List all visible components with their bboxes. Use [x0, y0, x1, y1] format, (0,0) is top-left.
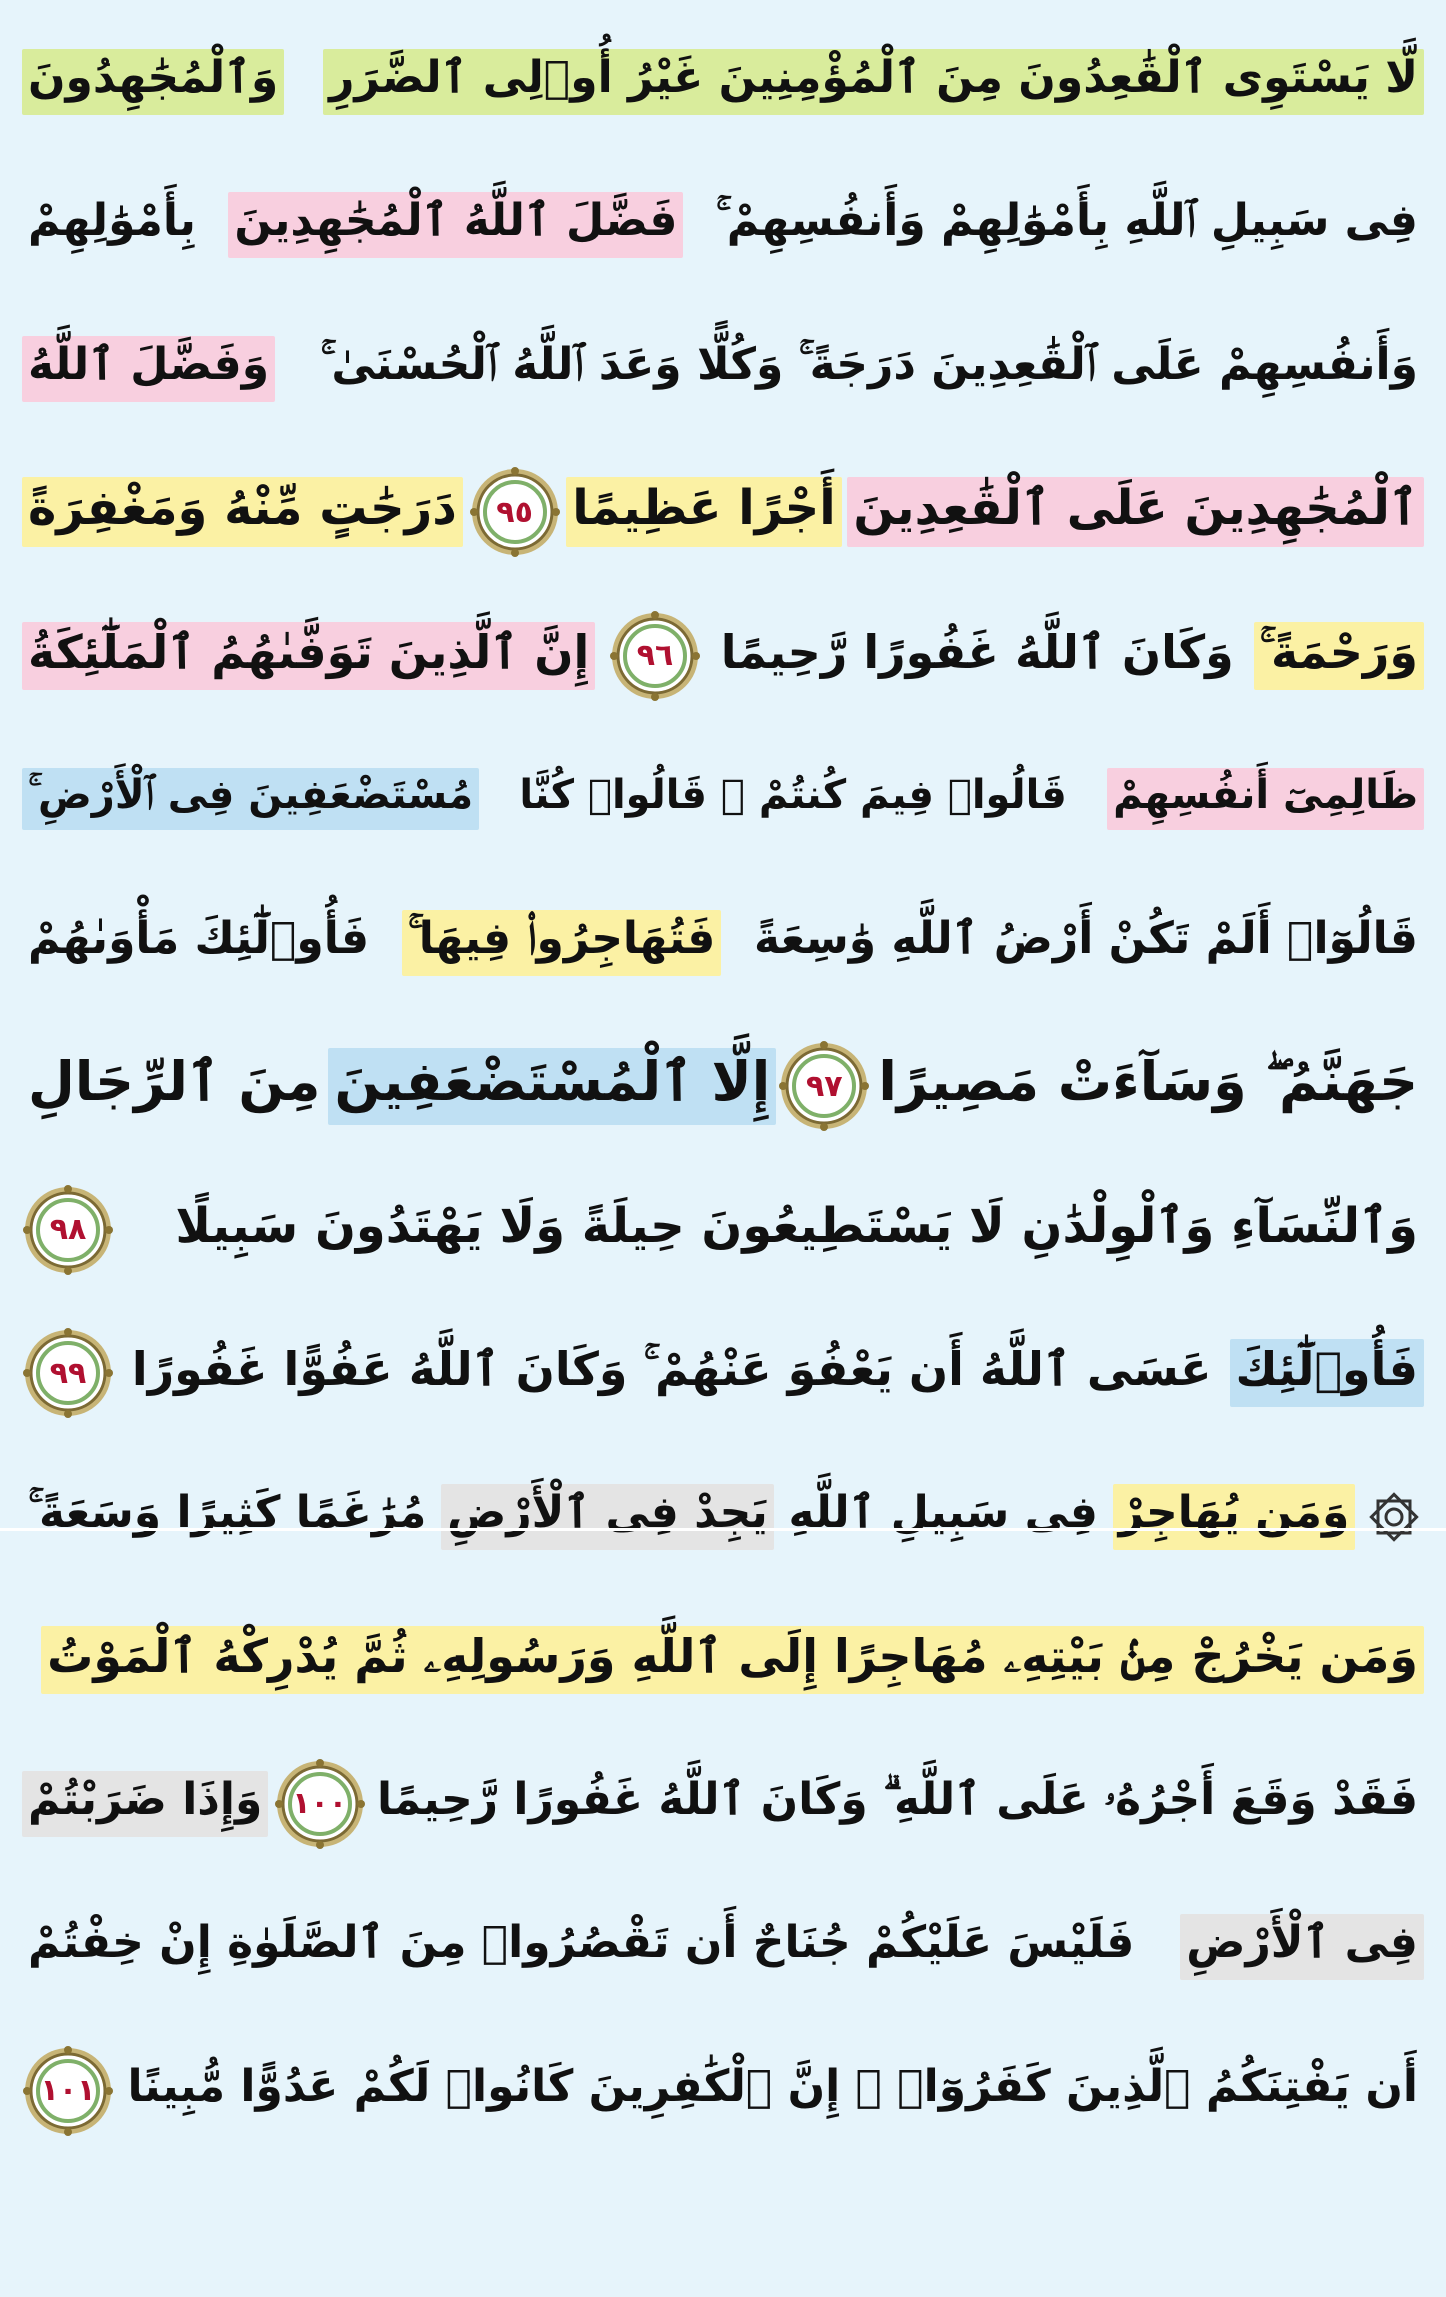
verse-line: [22, 584, 1424, 728]
ayah-number: ٩٨: [49, 1212, 87, 1248]
verse-line: [22, 1732, 1424, 1876]
highlighted-phrase: وَمَن يَخْرُجْ مِنۢ بَيْتِهِۦ مُهَاجِرًا إِلَى ٱللَّهِ وَرَسُولِهِۦ ثُمَّ يُدْرِكْهُ ٱلْمَوْتُ: [41, 1626, 1424, 1694]
ayah-end-marker-icon: [22, 1184, 114, 1276]
verse-text: وَٱلنِّسَآءِ وَٱلْوِلْدَٰنِ لَا يَسْتَطِيعُونَ حِيلَةً وَلَا يَهْتَدُونَ سَبِيلًا: [175, 1197, 1418, 1254]
rub-el-hizb-icon: [1364, 1487, 1424, 1547]
verse-line: [22, 1589, 1424, 1733]
highlighted-phrase: إِلَّا ٱلْمُسْتَضْعَفِينَ: [328, 1048, 776, 1125]
verse-text: أَن يَفْتِنَكُمُ ٱلَّذِينَ كَفَرُوٓا۟ ۚ إِنَّ ٱلْكَٰفِرِينَ كَانُوا۟ لَكُمْ عَدُوًّا مُّبِينًا: [127, 2060, 1418, 2112]
highlighted-phrase: فَتُهَاجِرُوا۟ فِيهَا ۚ: [402, 910, 722, 976]
verse-text: فِى سَبِيلِ ٱللَّهِ: [788, 1486, 1098, 1538]
verse-line: [22, 297, 1424, 441]
highlighted-phrase: لَّا يَسْتَوِى ٱلْقَٰعِدُونَ مِنَ ٱلْمُؤْمِنِينَ غَيْرُ أُو۟لِى ٱلضَّرَرِ: [323, 49, 1424, 115]
section-divider: [0, 1528, 1446, 1531]
ayah-end-marker-icon: [609, 610, 701, 702]
highlighted-phrase: ٱلْمُجَٰهِدِينَ عَلَى ٱلْقَٰعِدِينَ: [847, 477, 1424, 547]
highlighted-phrase: أَجْرًا عَظِيمًا: [566, 477, 841, 547]
verse-line: [22, 1445, 1424, 1589]
highlighted-phrase: وَرَحْمَةً ۚ: [1254, 622, 1424, 690]
verse-text: عَسَى ٱللَّهُ أَن يَعْفُوَ عَنْهُمْ ۚ وَكَانَ ٱللَّهُ عَفُوًّا غَفُورًا: [131, 1342, 1212, 1397]
highlighted-phrase: يَجِدْ فِى ٱلْأَرْضِ: [441, 1484, 774, 1550]
verse-line: [22, 10, 1424, 154]
verse-line: [22, 1158, 1424, 1302]
ayah-number: ٩٦: [636, 638, 674, 674]
ayah-end-marker-icon: [22, 2045, 114, 2137]
highlighted-phrase: مُسْتَضْعَفِينَ فِى ٱلْأَرْضِ ۚ: [22, 768, 479, 830]
verse-line: [22, 728, 1424, 872]
ayah-end-marker-icon: [469, 466, 561, 558]
verse-text: وَأَنفُسِهِمْ عَلَى ٱلْقَٰعِدِينَ دَرَجَةً ۚ وَكُلًّا وَعَدَ ٱللَّهُ ٱلْحُسْنَىٰ ۚ: [320, 338, 1418, 390]
highlighted-phrase: ظَالِمِىٓ أَنفُسِهِمْ: [1107, 768, 1424, 830]
highlighted-phrase: إِنَّ ٱلَّذِينَ تَوَفَّىٰهُمُ ٱلْمَلَٰٓئِكَةُ: [22, 622, 595, 690]
verse-line: [22, 154, 1424, 298]
highlighted-phrase: وَإِذَا ضَرَبْتُمْ: [22, 1771, 268, 1837]
verse-text: فِى سَبِيلِ ٱللَّهِ بِأَمْوَٰلِهِمْ وَأَنفُسِهِمْ ۚ: [715, 195, 1418, 247]
verse-text: وَكَانَ ٱللَّهُ غَفُورًا رَّحِيمًا: [720, 624, 1234, 679]
highlighted-phrase: وَفَضَّلَ ٱللَّهُ: [22, 336, 275, 402]
ayah-number: ٩٩: [49, 1355, 87, 1391]
ayah-number: ١٠١: [40, 2073, 96, 2109]
verse-line: [22, 1302, 1424, 1446]
ayah-number: ١٠٠: [292, 1786, 348, 1822]
highlighted-phrase: فَضَّلَ ٱللَّهُ ٱلْمُجَٰهِدِينَ: [228, 192, 683, 258]
verse-lines: [22, 10, 1424, 2163]
verse-text: مُرَٰغَمًا كَثِيرًا وَسَعَةً ۚ: [28, 1486, 427, 1538]
ayah-end-marker-icon: [778, 1040, 870, 1132]
verse-text: فَلَيْسَ عَلَيْكُمْ جُنَاحٌ أَن تَقْصُرُوا۟ مِنَ ٱلصَّلَوٰةِ إِنْ خِفْتُمْ: [28, 1917, 1135, 1969]
ayah-end-marker-icon: [22, 1327, 114, 1419]
verse-text: مِنَ ٱلرِّجَالِ: [28, 1049, 321, 1113]
verse-line: [22, 1876, 1424, 2020]
verse-text: جَهَنَّمُ ۖ وَسَآءَتْ مَصِيرًا: [878, 1049, 1418, 1113]
ayah-number: ٩٧: [805, 1068, 843, 1104]
highlighted-phrase: وَمَن يُهَاجِرْ: [1113, 1484, 1356, 1550]
ayah-end-marker-icon: [274, 1758, 366, 1850]
highlighted-phrase: فَأُو۟لَٰٓئِكَ: [1230, 1339, 1424, 1407]
verse-text: قَالُوٓا۟ أَلَمْ تَكُنْ أَرْضُ ٱللَّهِ وَٰسِعَةً: [753, 912, 1418, 964]
ayah-number: ٩٥: [496, 494, 533, 530]
highlighted-phrase: فِى ٱلْأَرْضِ: [1180, 1914, 1424, 1980]
verse-line: [22, 441, 1424, 585]
verse-text: فَأُو۟لَٰٓئِكَ مَأْوَىٰهُمْ: [28, 912, 370, 964]
verse-text: فَقَدْ وَقَعَ أَجْرُهُۥ عَلَى ٱللَّهِ ۗ وَكَانَ ٱللَّهُ غَفُورًا رَّحِيمًا: [377, 1773, 1418, 1825]
verse-line: [22, 2019, 1424, 2163]
verse-text: قَالُوا۟ فِيمَ كُنتُمْ ۖ قَالُوا۟ كُنَّا: [519, 772, 1067, 819]
highlighted-phrase: دَرَجَٰتٍ مِّنْهُ وَمَغْفِرَةً: [22, 477, 463, 547]
verse-text: بِأَمْوَٰلِهِمْ: [28, 195, 196, 247]
verse-line: [22, 871, 1424, 1015]
verse-line: [22, 1015, 1424, 1159]
highlighted-phrase: وَٱلْمُجَٰهِدُونَ: [22, 49, 284, 115]
